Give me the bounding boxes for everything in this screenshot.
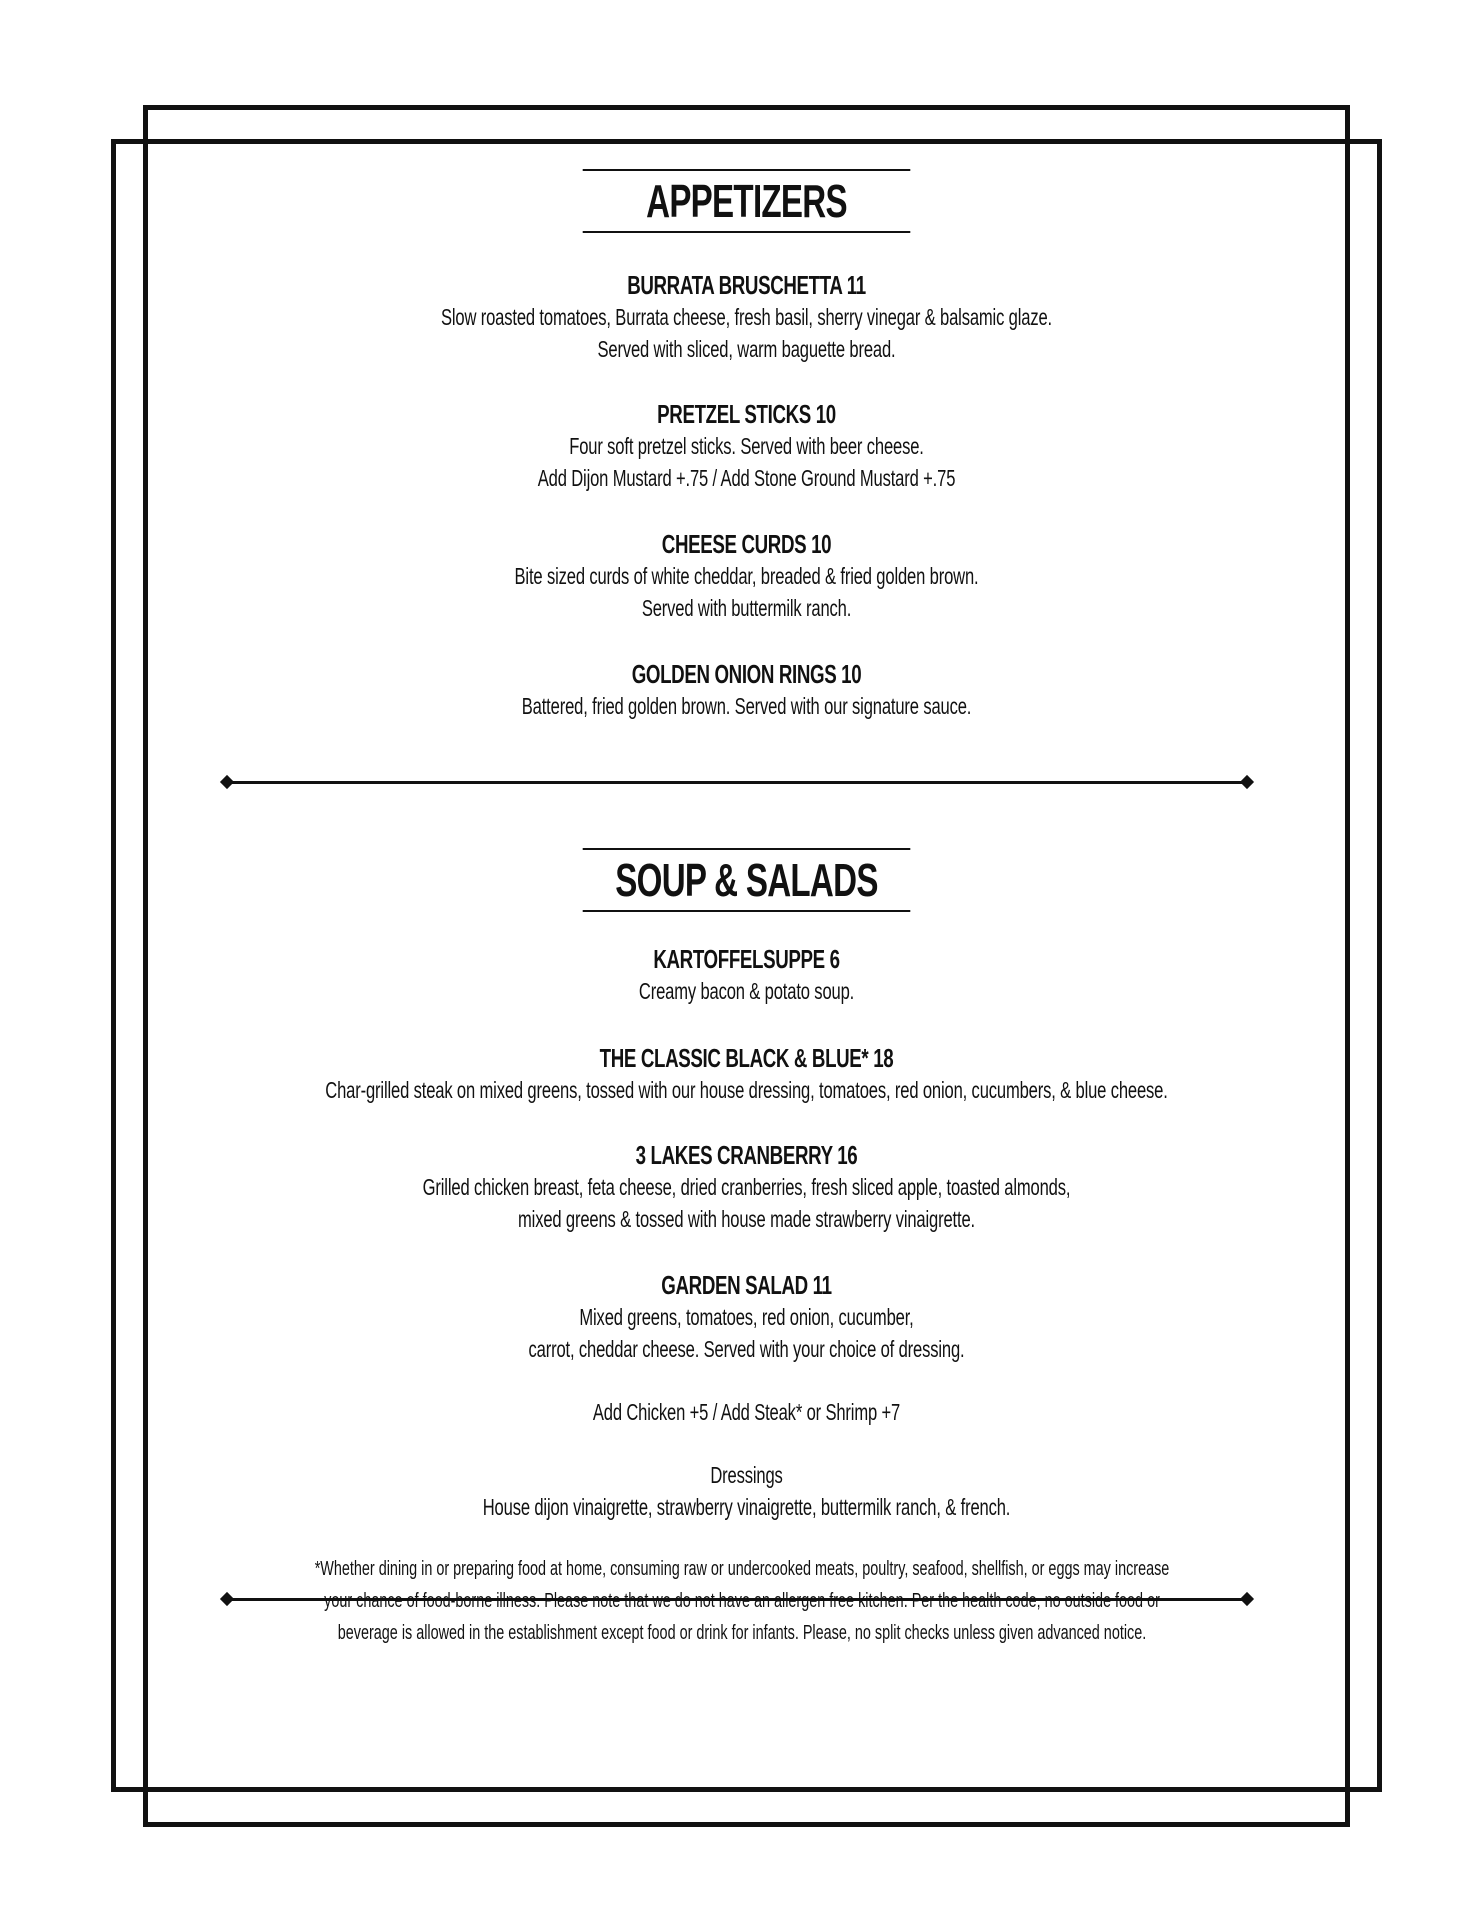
- menu-item-name: 3 LAKES CRANBERRY 16: [635, 1140, 858, 1170]
- menu-item-description: Creamy bacon & potato soup.: [638, 978, 855, 1004]
- menu-item-description: Grilled chicken breast, feta cheese, dried cranberries, fresh sliced apple, toasted almonds,: [422, 1174, 1071, 1200]
- soups-heading-wrap: [143, 848, 1350, 912]
- appetizers-heading: APPETIZERS: [583, 169, 911, 233]
- diamond-icon: [220, 775, 234, 789]
- dressings-block: [143, 1459, 1350, 1523]
- menu-item-pretzel-sticks: [143, 398, 1350, 494]
- section-divider: [221, 775, 1253, 789]
- divider-line: [227, 781, 1247, 784]
- appetizers-heading-wrap: [143, 169, 1350, 233]
- menu-item-description: mixed greens & tossed with house made strawberry vinaigrette.: [518, 1206, 975, 1232]
- menu-item-description: Battered, fried golden brown. Served with our signature sauce.: [521, 693, 972, 719]
- disclaimer: [0, 1553, 1484, 1649]
- menu-item-name: BURRATA BRUSCHETTA 11: [627, 270, 866, 300]
- disclaimer-line: your chance of food-borne illness. Please note that we do not have an allergen free kitchen. Per the health code, no outside food or: [324, 1590, 1160, 1612]
- addons-text: Add Chicken +5 / Add Steak* or Shrimp +7: [592, 1399, 901, 1425]
- menu-item-description: Add Dijon Mustard +.75 / Add Stone Ground Mustard +.75: [537, 465, 956, 491]
- menu-item-name: KARTOFFELSUPPE 6: [653, 944, 840, 974]
- menu-item-description: Mixed greens, tomatoes, red onion, cucumber,: [579, 1304, 914, 1330]
- menu-item-description: Served with buttermilk ranch.: [641, 595, 852, 621]
- disclaimer-line: *Whether dining in or preparing food at home, consuming raw or undercooked meats, poultry, seafood, shellfish, or eggs may increase: [314, 1558, 1170, 1580]
- menu-item-description: carrot, cheddar cheese. Served with your choice of dressing.: [528, 1336, 965, 1362]
- dressings-label: Dressings: [710, 1462, 783, 1488]
- menu-item-name: THE CLASSIC BLACK & BLUE* 18: [599, 1043, 894, 1073]
- menu-item-description: Char-grilled steak on mixed greens, tossed with our house dressing, tomatoes, red onion, cucumbers, & blue cheese.: [325, 1077, 1168, 1103]
- dressings-list: House dijon vinaigrette, strawberry vinaigrette, buttermilk ranch, & french.: [482, 1494, 1011, 1520]
- menu-item-description: Slow roasted tomatoes, Burrata cheese, fresh basil, sherry vinegar & balsamic glaze.: [440, 304, 1053, 330]
- menu-item-classic-black-blue: [143, 1042, 1350, 1106]
- menu-item-garden-salad: [143, 1269, 1350, 1365]
- menu-item-golden-onion-rings: [143, 658, 1350, 722]
- salad-addons: [143, 1396, 1350, 1428]
- menu-item-kartoffelsuppe: [143, 943, 1350, 1007]
- menu-item-description: Four soft pretzel sticks. Served with beer cheese.: [569, 433, 924, 459]
- menu-item-name: GARDEN SALAD 11: [661, 1270, 832, 1300]
- diamond-icon: [1240, 775, 1254, 789]
- menu-item-3-lakes-cranberry: [143, 1139, 1350, 1235]
- menu-item-description: Bite sized curds of white cheddar, breaded & fried golden brown.: [514, 563, 979, 589]
- menu-item-name: CHEESE CURDS 10: [661, 529, 832, 559]
- menu-item-burrata-bruschetta: [143, 269, 1350, 365]
- menu-item-name: GOLDEN ONION RINGS 10: [631, 659, 862, 689]
- menu-item-cheese-curds: [143, 528, 1350, 624]
- menu-item-name: PRETZEL STICKS 10: [657, 399, 836, 429]
- soups-heading: SOUP & SALADS: [583, 848, 911, 912]
- menu-item-description: Served with sliced, warm baguette bread.: [597, 336, 896, 362]
- disclaimer-line: beverage is allowed in the establishment except food or drink for infants. Please, no split checks unless given advanced notice.: [337, 1622, 1147, 1644]
